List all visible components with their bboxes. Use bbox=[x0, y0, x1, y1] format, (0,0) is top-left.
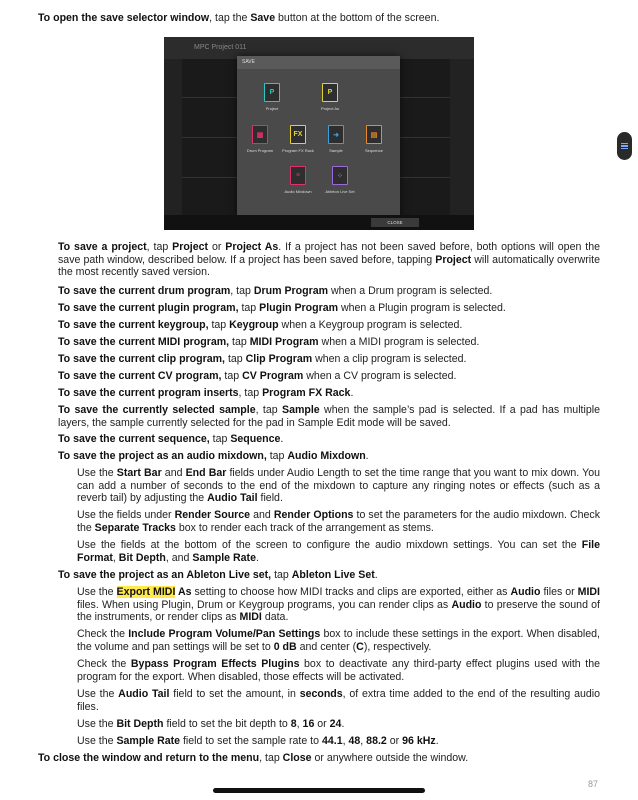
save-option-drum-program[interactable] bbox=[240, 125, 280, 153]
instruction-item: To save the current clip program, tap Clip Program when a clip program is selected. bbox=[58, 353, 467, 365]
instruction-item: To save the current plugin program, tap Plugin Program when a Plugin program is selected. bbox=[58, 302, 506, 314]
save-window-screenshot bbox=[164, 37, 474, 230]
save-option-label: Sequence bbox=[364, 148, 383, 153]
instruction-item: To save a project, tap Project or Project As. If a project has not been saved before, both options will open the save path window, described below. If a project has been saved before, tapping Project will automatically overwrite the most recently saved version. bbox=[58, 241, 600, 279]
home-indicator[interactable] bbox=[213, 788, 425, 793]
mixdown-detail: Use the Start Bar and End Bar fields under Audio Length to set the time range that you want to mix down. You can add a number of seconds to the end of the mixdown to capture any ringing notes or effects (such as a reverb tail) by adjusting the Audio Tail field. bbox=[77, 467, 601, 505]
save-option-sequence[interactable] bbox=[354, 125, 394, 153]
save-option-audio-mixdown[interactable] bbox=[278, 166, 318, 194]
save-option-label: Audio Mixdown bbox=[284, 189, 312, 194]
save-option-sample[interactable] bbox=[316, 125, 356, 153]
save-option-project[interactable] bbox=[252, 83, 292, 111]
instruction-item: To save the current CV program, tap CV Program when a CV program is selected. bbox=[58, 370, 457, 382]
instruction-item: To save the current keygroup, tap Keygroup when a Keygroup program is selected. bbox=[58, 319, 463, 331]
ableton-detail: Check the Bypass Program Effects Plugins box to deactivate any third-party effect plugins used with the program for the export. When disabled, those effects will be activated. bbox=[77, 658, 600, 683]
save-option-label: Ableton Live Set bbox=[325, 189, 355, 194]
save-option-icon: ➜ bbox=[328, 125, 344, 144]
save-option-icon: ≡ bbox=[290, 166, 306, 185]
ableton-detail: Use the Export MIDI As setting to choose how MIDI tracks and clips are exported, either as Audio files or MIDI files. When using Plugin, Drum or Keygroup programs, you can render clips as Audio to preserve the sound of the instruments, or render clips as MIDI data. bbox=[77, 586, 601, 624]
menu-icon[interactable] bbox=[617, 132, 632, 160]
close-button[interactable]: CLOSE bbox=[371, 218, 419, 227]
save-option-label: Program FX Rack bbox=[282, 148, 314, 153]
save-option-label: Project As bbox=[320, 106, 339, 111]
ableton-detail: Check the Include Program Volume/Pan Settings box to include these settings in the export. When disabled, the volume and pan settings will be set to 0 dB and center (C), respectively. bbox=[77, 628, 600, 653]
page-number: 87 bbox=[588, 779, 599, 789]
save-option-icon: ▦ bbox=[252, 125, 268, 144]
save-option-icon: ▤ bbox=[366, 125, 382, 144]
ableton-detail: Use the Bit Depth field to set the bit depth to 8, 16 or 24. bbox=[77, 718, 345, 730]
save-dialog-title: SAVE bbox=[237, 56, 400, 69]
save-option-icon: P bbox=[264, 83, 280, 102]
mixdown-detail: Use the fields at the bottom of the screen to configure the audio mixdown settings. You can set the File Format, Bit Depth, and Sample Rate. bbox=[77, 539, 600, 564]
save-option-icon: FX bbox=[290, 125, 306, 144]
ableton-detail: Use the Audio Tail field to set the amount, in seconds, of extra time added to the end of the resulting audio files. bbox=[77, 688, 600, 713]
save-option-project-as[interactable] bbox=[310, 83, 350, 111]
instruction-item: To save the current program inserts, tap Program FX Rack. bbox=[58, 387, 354, 399]
mixdown-detail: Use the fields under Render Source and Render Options to set the parameters for the audio mixdown. Check the Separate Tracks box to render each track of the arrangement as stems. bbox=[77, 509, 600, 534]
save-option-ableton-live-set[interactable] bbox=[320, 166, 360, 194]
ableton-detail: Use the Sample Rate field to set the sample rate to 44.1, 48, 88.2 or 96 kHz. bbox=[77, 735, 439, 747]
save-option-label: Sample bbox=[329, 148, 343, 153]
screenshot-right-panel bbox=[450, 59, 474, 230]
closing-instruction: To close the window and return to the menu, tap Close or anywhere outside the window. bbox=[38, 752, 469, 764]
save-option-label: Drum Program bbox=[246, 148, 274, 153]
screenshot-bottom-bar bbox=[164, 215, 474, 230]
screenshot-project-name: MPC Project 011 bbox=[194, 44, 247, 51]
intro-lead: To open the save selector window bbox=[38, 12, 210, 24]
instruction-item: To save the currently selected sample, tap Sample when the sample’s pad is selected. If a pad has multiple layers, the sample currently selected for the pad in Sample Edit mode will be saved. bbox=[58, 404, 600, 429]
save-dialog bbox=[237, 56, 400, 219]
instruction-item: To save the project as an audio mixdown, tap Audio Mixdown. bbox=[58, 450, 369, 462]
instruction-item: To save the current MIDI program, tap MIDI Program when a MIDI program is selected. bbox=[58, 336, 480, 348]
instruction-item: To save the current sequence, tap Sequence. bbox=[58, 433, 284, 445]
instruction-item: To save the project as an Ableton Live set, tap Ableton Live Set. bbox=[58, 569, 378, 581]
save-option-program-fx-rack[interactable] bbox=[278, 125, 318, 153]
intro-paragraph: To open the save selector window, tap the Save button at the bottom of the screen. bbox=[38, 12, 440, 24]
screenshot-left-panel bbox=[164, 59, 182, 230]
save-option-label: Project bbox=[265, 106, 279, 111]
instruction-item: To save the current drum program, tap Drum Program when a Drum program is selected. bbox=[58, 285, 493, 297]
save-option-icon: P bbox=[322, 83, 338, 102]
save-option-icon: ⁘ bbox=[332, 166, 348, 185]
